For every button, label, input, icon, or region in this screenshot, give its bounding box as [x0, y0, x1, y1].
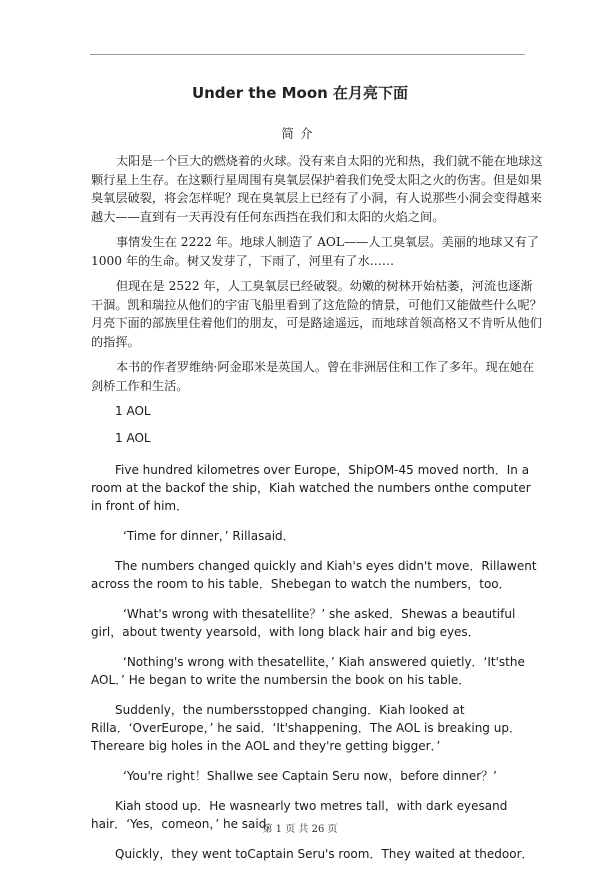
chapter-heading: 1 AOL — [115, 431, 151, 445]
intro-paragraph: 本书的作者罗维纳·阿金耶米是英国人。曾在非洲居住和工作了多年。现在她在剑桥工作和生活。 — [91, 360, 535, 393]
story-paragraph: ‘You're right！Shallwe see Captain Seru now，before dinner？’ — [123, 769, 497, 783]
document-title: Under the Moon 在月亮下面 — [191, 84, 409, 102]
section-subtitle: 简介 — [281, 126, 319, 141]
document-body — [91, 152, 543, 875]
header-rule — [90, 54, 525, 55]
story-paragraph: ‘Nothing's wrong with thesatellite，’ Kiah answered quietly．‘It'sthe AOL．’ He began to write the numbersin the book on his table． — [91, 655, 525, 687]
story-paragraph: The numbers changed quickly and Kiah's eyes didn't move．Rillawent across the room to his table．Shebegan to watch the numbers，too． — [91, 559, 537, 591]
intro-paragraph: 太阳是一个巨大的燃烧着的火球。没有来自太阳的光和热，我们就不能在地球这颗行星上生存。在这颗行星周围有臭氧层保护着我们免受太阳之火的伤害。但是如果臭氧层破裂，将会怎样呢？现在臭氧层上已经有了小洞，有人说那些小洞会变得越来越大——直到有一天再没有任何东西挡在我们和太阳的火焰之间。 — [91, 154, 543, 224]
story-paragraph: Kiah stood up．He wasnearly two metres tall，with dark eyesand hair．‘Yes，comeon，’ he said． — [91, 799, 508, 831]
story-paragraph: Suddenly，the numbersstopped changing．Kiah looked at Rilla．‘OverEurope，’ he said．‘It'shappening．The AOL is breaking up．Thereare big holes in the AOL and they're getting bigger．’ — [91, 703, 521, 753]
story-paragraph: Quickly，they went toCaptain Seru's room．They waited at thedoor． — [115, 847, 534, 861]
chapter-heading: 1 AOL — [115, 404, 151, 418]
intro-paragraph: 但现在是 2522 年，人工臭氧层已经破裂。幼嫩的树林开始枯萎，河流也逐渐干涸。凯和瑞拉从他们的宇宙飞船里看到了这危险的情景，可他们又能做些什么呢？月亮下面的部族里住着他们的朋友，可是路途遥远，而地球首领高格又不肯听从他们的指挥。 — [91, 279, 542, 349]
page-number: 第 1 页 共 26 页 — [262, 824, 338, 835]
story-paragraph: ‘Time for dinner，’ Rillasaid． — [123, 529, 295, 543]
story-paragraph: ‘What's wrong with thesatellite？’ she asked．Shewas a beautiful girl，about twenty yearsold，with long black hair and big eyes． — [91, 607, 516, 639]
story-paragraph: Five hundred kilometres over Europe，ShipOM-45 moved north．In a room at the backof the ship，Kiah watched the numbers onthe computer in front of him． — [91, 463, 531, 513]
intro-paragraph: 事情发生在 2222 年。地球人制造了 AOL——人工臭氧层。美丽的地球又有了 1000 年的生命。树又发芽了，下雨了，河里有了水…… — [91, 235, 539, 268]
